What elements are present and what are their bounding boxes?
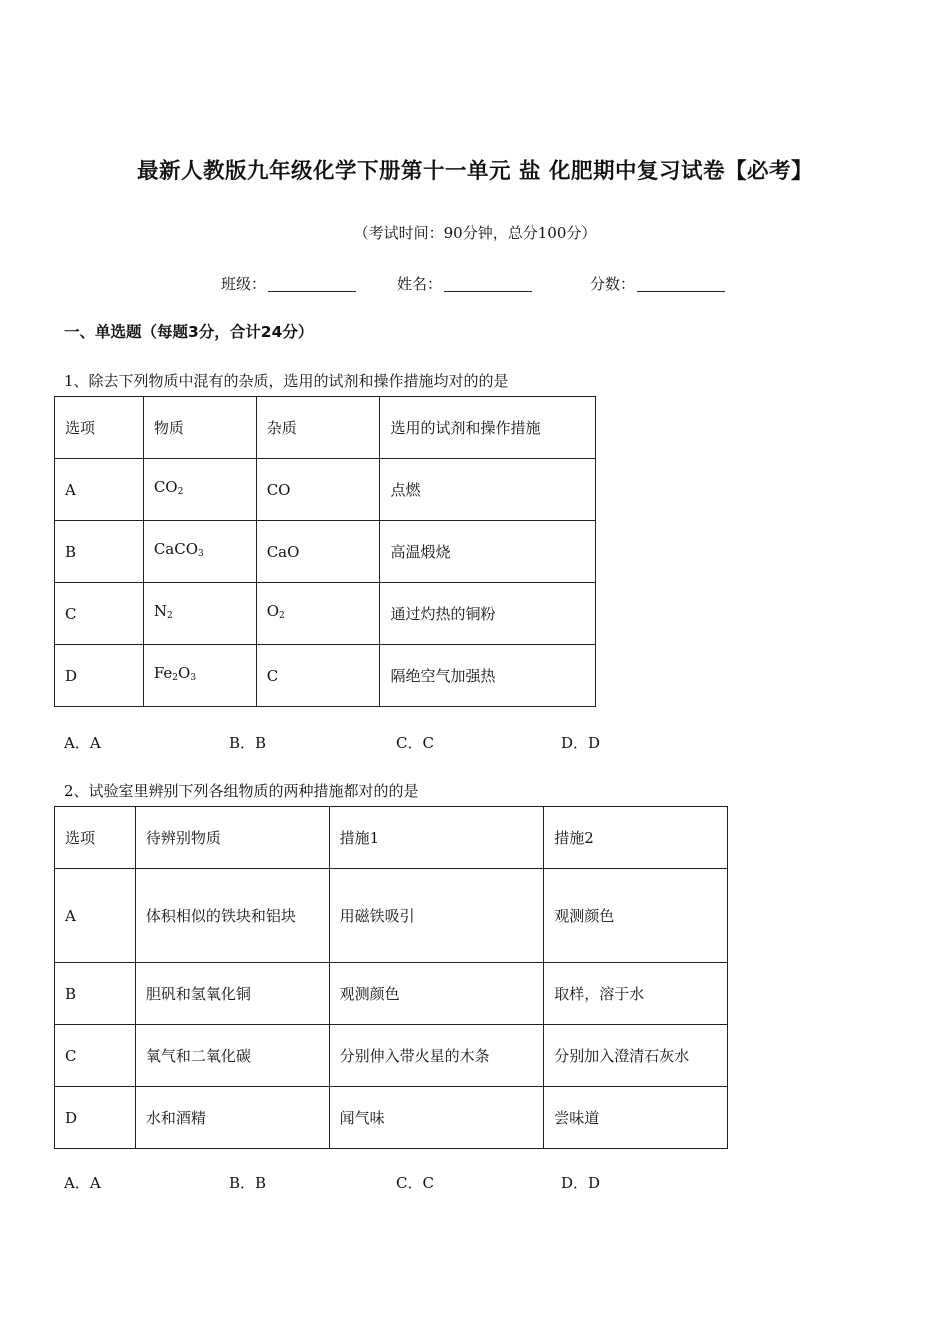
table-header-cell: 选项	[55, 397, 144, 459]
substance-cell: $CO_2$	[143, 459, 256, 521]
table-header-cell: 选项	[55, 807, 136, 869]
table-row	[55, 963, 728, 1025]
section-heading: 一、单选题（每题3分，合计24分）	[64, 323, 314, 341]
method-cell: 通过灼热的铜粉	[380, 583, 596, 645]
question-1-table	[54, 396, 596, 707]
substance-cell: 体积相似的铁块和铝块	[135, 869, 329, 963]
q1-option-c[interactable]: C．C	[396, 734, 434, 752]
question-2-text: 2、试验室里辨别下列各组物质的两种措施都对的的是	[64, 782, 419, 800]
method-2-cell: 取样，溶于水	[544, 963, 728, 1025]
table-row	[55, 521, 596, 583]
substance-cell: $N_2$	[143, 583, 256, 645]
table-row	[55, 583, 596, 645]
q1-option-b[interactable]: B．B	[229, 734, 267, 752]
table-header-row	[55, 807, 728, 869]
table-header-row	[55, 397, 596, 459]
question-2-table	[54, 806, 728, 1149]
method-1-cell: 闻气味	[329, 1087, 544, 1149]
method-1-cell: 分别伸入带火星的木条	[329, 1025, 544, 1087]
class-label: 班级：	[221, 275, 267, 293]
q2-option-b[interactable]: B．B	[229, 1174, 267, 1192]
substance-cell: 水和酒精	[135, 1087, 329, 1149]
table-row	[55, 1025, 728, 1087]
score-blank[interactable]	[637, 277, 725, 292]
exam-info-subtitle: （考试时间：90分钟，总分100分）	[353, 224, 597, 242]
table-header-cell: 杂质	[256, 397, 380, 459]
table-header-cell: 选用的试剂和操作措施	[380, 397, 596, 459]
q2-option-a[interactable]: A．A	[64, 1174, 101, 1192]
method-1-cell: 观测颜色	[329, 963, 544, 1025]
table-header-cell: 物质	[143, 397, 256, 459]
impurity-cell: CO	[256, 459, 380, 521]
class-blank[interactable]	[268, 277, 356, 292]
question-1-text: 1、除去下列物质中混有的杂质，选用的试剂和操作措施均对的的是	[64, 372, 509, 390]
table-row	[55, 459, 596, 521]
table-row	[55, 645, 596, 707]
option-cell: D	[55, 1087, 136, 1149]
method-cell: 隔绝空气加强热	[380, 645, 596, 707]
class-field	[221, 273, 356, 294]
table-header-cell: 措施2	[544, 807, 728, 869]
substance-cell: 胆矾和氢氧化铜	[135, 963, 329, 1025]
option-cell: D	[55, 645, 144, 707]
score-label: 分数：	[590, 275, 636, 293]
name-blank[interactable]	[444, 277, 532, 292]
impurity-cell: CaO	[256, 521, 380, 583]
option-cell: A	[55, 459, 144, 521]
method-cell: 点燃	[380, 459, 596, 521]
option-cell: B	[55, 521, 144, 583]
table-header-cell: 措施1	[329, 807, 544, 869]
method-cell: 高温煅烧	[380, 521, 596, 583]
option-cell: C	[55, 1025, 136, 1087]
table-row	[55, 869, 728, 963]
substance-cell: CaCO$_3$	[143, 521, 256, 583]
name-field	[397, 273, 532, 294]
impurity-cell: $O_2$	[256, 583, 380, 645]
method-2-cell: 尝味道	[544, 1087, 728, 1149]
method-2-cell: 分别加入澄清石灰水	[544, 1025, 728, 1087]
option-cell: C	[55, 583, 144, 645]
substance-cell: 氧气和二氧化碳	[135, 1025, 329, 1087]
q2-option-d[interactable]: D．D	[561, 1174, 601, 1192]
q2-option-c[interactable]: C．C	[396, 1174, 434, 1192]
option-cell: A	[55, 869, 136, 963]
page-title: 最新人教版九年级化学下册第十一单元 盐 化肥期中复习试卷【必考】	[137, 159, 813, 184]
table-row	[55, 1087, 728, 1149]
option-cell: B	[55, 963, 136, 1025]
q1-option-d[interactable]: D．D	[561, 734, 601, 752]
q1-option-a[interactable]: A．A	[64, 734, 101, 752]
table-header-cell: 待辨别物质	[135, 807, 329, 869]
name-label: 姓名：	[397, 275, 443, 293]
impurity-cell: C	[256, 645, 380, 707]
score-field	[590, 273, 725, 294]
method-1-cell: 用磁铁吸引	[329, 869, 544, 963]
method-2-cell: 观测颜色	[544, 869, 728, 963]
substance-cell: $Fe_2O_3$	[143, 645, 256, 707]
